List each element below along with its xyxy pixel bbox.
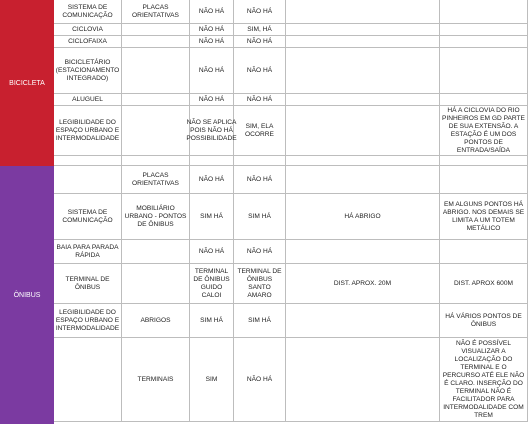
- cell-item: CICLOVIA: [54, 24, 122, 36]
- cell-item: BAIA PARA PARADA RÁPIDA: [54, 240, 122, 264]
- cell-a: NÃO HÁ: [190, 166, 234, 194]
- cell-d: DIST. APROX 600M: [440, 264, 528, 304]
- cell-sub: [122, 264, 190, 304]
- cell-b: NÃO HÁ: [234, 36, 286, 48]
- cell-c: [286, 24, 440, 36]
- cell-item: CICLOFAIXA: [54, 36, 122, 48]
- cell-c: [286, 304, 440, 338]
- cell-a: NÃO HÁ: [190, 24, 234, 36]
- cell-item: LEGIBILIDADE DO ESPAÇO URBANO E INTERMODALIDADE: [54, 304, 122, 338]
- cell-sub: [122, 48, 190, 94]
- cell-c: DIST. APROX. 20M: [286, 264, 440, 304]
- cell-sub: [122, 24, 190, 36]
- cell-a: SIM: [190, 338, 234, 422]
- cell-c: [286, 166, 440, 194]
- cell-sub: TERMINAIS: [122, 338, 190, 422]
- cell-a: NÃO SE APLICA POIS NÃO HÁ POSSIBILIDADE: [190, 106, 234, 156]
- cell-item: SISTEMA DE COMUNICAÇÃO: [54, 194, 122, 240]
- cell-item: TERMINAL DE ÔNIBUS: [54, 264, 122, 304]
- cell-b: NÃO HÁ: [234, 166, 286, 194]
- cell-sub: PLACAS ORIENTATIVAS: [122, 0, 190, 24]
- cell-d: [440, 94, 528, 106]
- cell-b: NÃO HÁ: [234, 48, 286, 94]
- cell-d: [440, 36, 528, 48]
- cell-item: SISTEMA DE COMUNICAÇÃO: [54, 0, 122, 24]
- cell-d: [440, 0, 528, 24]
- cell-item: BICICLETÁRIO (ESTACIONAMENTO INTEGRADO): [54, 48, 122, 94]
- cell-sub: PLACAS ORIENTATIVAS: [122, 166, 190, 194]
- cell-b: NÃO HÁ: [234, 338, 286, 422]
- cell-b: NÃO HÁ: [234, 0, 286, 24]
- cell-a: SIM HÁ: [190, 194, 234, 240]
- cell-b: SIM, ELA OCORRE: [234, 106, 286, 156]
- cell-c: [286, 36, 440, 48]
- cell-sub: [122, 36, 190, 48]
- cell-d: [440, 48, 528, 94]
- cell-c: [286, 156, 440, 166]
- cell-c: HÁ ABRIGO: [286, 194, 440, 240]
- cell-d: HÁ VÁRIOS PONTOS DE ÔNIBUS: [440, 304, 528, 338]
- cell-a: TERMINAL DE ÔNIBUS GUIDO CALOI: [190, 264, 234, 304]
- category-band-bicicleta: [0, 0, 54, 166]
- cell-sub: ABRIGOS: [122, 304, 190, 338]
- cell-sub: [122, 106, 190, 156]
- cell-c: [286, 240, 440, 264]
- cell-b: NÃO HÁ: [234, 94, 286, 106]
- cell-b: SIM HÁ: [234, 304, 286, 338]
- category-label-onibus: ÔNIBUS: [13, 291, 41, 299]
- cell-c: [286, 338, 440, 422]
- cell-c: [286, 0, 440, 24]
- cell-sub: [122, 94, 190, 106]
- cell-d: [440, 24, 528, 36]
- cell-item: [54, 156, 122, 166]
- cell-sub: [122, 240, 190, 264]
- cell-c: [286, 106, 440, 156]
- cell-c: [286, 94, 440, 106]
- cell-b: NÃO HÁ: [234, 240, 286, 264]
- cell-c: [286, 48, 440, 94]
- cell-d: [440, 166, 528, 194]
- cell-item: [54, 338, 122, 422]
- cell-d: EM ALGUNS PONTOS HÁ ABRIGO. NOS DEMAIS SE LIMITA A UM TOTEM METÁLICO: [440, 194, 528, 240]
- cell-a: NÃO HÁ: [190, 48, 234, 94]
- cell-b: SIM, HÁ: [234, 24, 286, 36]
- cell-a: NÃO HÁ: [190, 36, 234, 48]
- cell-b: TERMINAL DE ÔNIBUS SANTO AMARO: [234, 264, 286, 304]
- cell-item: LEGIBILIDADE DO ESPAÇO URBANO E INTERMODALIDADE: [54, 106, 122, 156]
- cell-a: NÃO HÁ: [190, 94, 234, 106]
- category-band-onibus: [0, 166, 54, 424]
- cell-d: HÁ A CICLOVIA DO RIO PINHEIROS EM GD PARTE DE SUA EXTENSÃO. A ESTAÇÃO É UM DOS PONTOS DE ENTRADA/SAÍDA: [440, 106, 528, 156]
- cell-a: [190, 156, 234, 166]
- cell-b: SIM HÁ: [234, 194, 286, 240]
- category-label-bicicleta: BICICLETA: [9, 79, 45, 87]
- cell-a: NÃO HÁ: [190, 240, 234, 264]
- cell-d: [440, 156, 528, 166]
- cell-sub: [122, 156, 190, 166]
- cell-d: NÃO É POSSÍVEL VISUALIZAR A LOCALIZAÇÃO DO TERMINAL E O PERCURSO ATÉ ELE NÃO É CLARO. INSERÇÃO DO TERMINAL NÃO É FACILITADOR PARA INTERMODALIDADE COM TREM: [440, 338, 528, 422]
- cell-sub: MOBILIÁRIO URBANO - PONTOS DE ÔNIBUS: [122, 194, 190, 240]
- cell-item: [54, 166, 122, 194]
- cell-a: NÃO HÁ: [190, 0, 234, 24]
- cell-d: [440, 240, 528, 264]
- cell-b: [234, 156, 286, 166]
- cell-a: SIM HÁ: [190, 304, 234, 338]
- cell-item: ALUGUEL: [54, 94, 122, 106]
